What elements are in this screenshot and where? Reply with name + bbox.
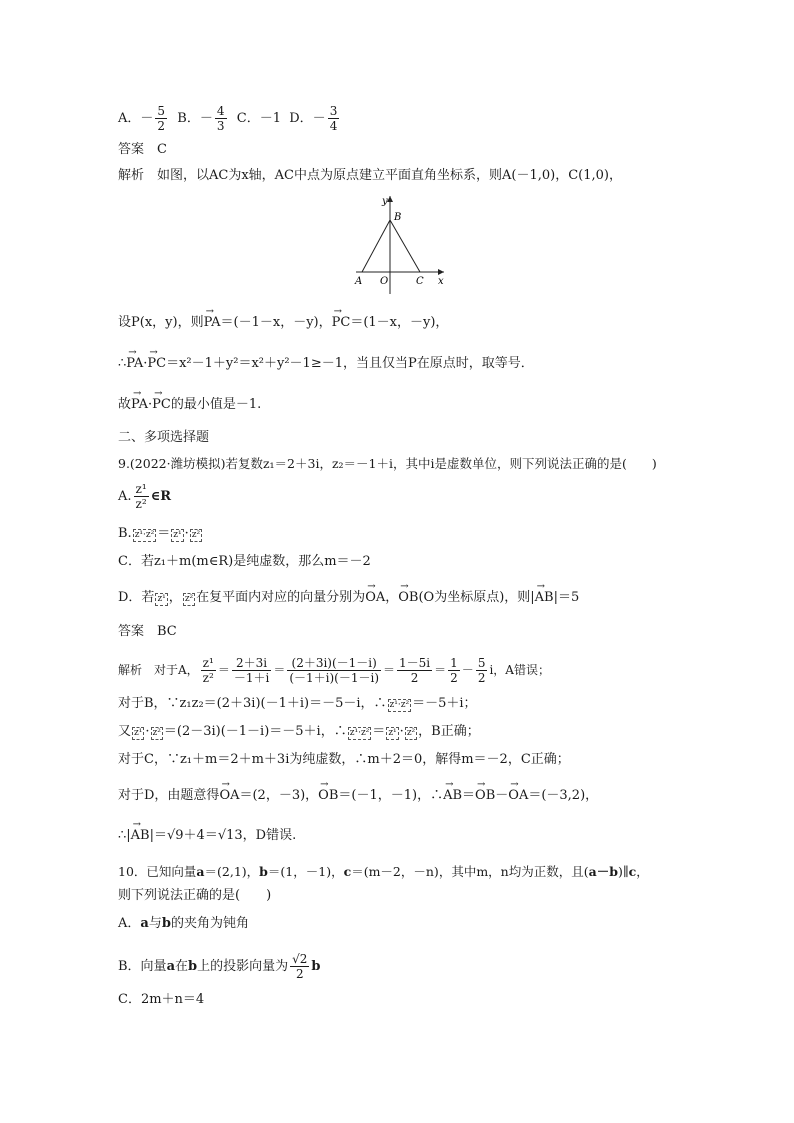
frac-num: 5: [477, 656, 486, 670]
conjugate-box: z²: [191, 530, 201, 540]
frac-den: 2: [157, 119, 166, 133]
figure-label-b: B: [394, 212, 402, 223]
text: D．若: [118, 590, 155, 605]
vector-c: c: [343, 864, 352, 879]
text: ＝(－1，－1)，∴: [338, 788, 444, 803]
text: ＝(m－2，－n)，其中m，n均为正数，且(: [351, 864, 589, 879]
text: ＝(2,1)，: [204, 864, 260, 879]
conjugate-box: z¹: [388, 728, 397, 738]
text: ＝(－3,2)，: [528, 788, 599, 803]
fraction: [476, 656, 488, 685]
vector-b: b: [188, 959, 198, 974]
text: ∈R: [150, 489, 172, 504]
text: 10．已知向量: [118, 864, 197, 879]
q10-option-c: C．2m＋n＝4: [118, 992, 205, 1007]
fraction: [134, 482, 149, 511]
text: 对于D，由题意得: [118, 788, 220, 803]
text: ＝(－1－x，－y)，: [220, 315, 332, 330]
vector-a-minus-b: a－b: [588, 864, 618, 879]
text: ＝x²－1＋y²＝x²＋y²－1≥－1，当且仅当P在原点时，取等号．: [166, 356, 534, 371]
text: ，B正确；: [418, 724, 480, 739]
frac-num: z¹: [202, 656, 214, 670]
q8-options: [118, 104, 341, 133]
frac-den: 2: [477, 671, 486, 685]
text: ＝(2－3i)(－1－i)＝－5＋i，∴: [163, 724, 347, 739]
frac-num: 1－5i: [399, 656, 431, 670]
conjugate-box: z¹: [173, 530, 182, 540]
q9-solution-d: [118, 786, 598, 806]
conjugate-box: z²: [184, 594, 194, 604]
frac-den: z²: [135, 497, 147, 511]
text: 在: [175, 959, 189, 974]
text: (O为坐标原点)，则|: [418, 590, 535, 605]
vector-b: b: [161, 916, 171, 931]
frac-num: (2＋3i)(－1－i): [287, 656, 381, 671]
q8-analysis: 解析 如图，以AC为x轴，AC中点为原点建立平面直角坐标系，则A(－1,0)，C(1,0)，: [118, 168, 622, 183]
text: 上的投影向量为: [197, 959, 289, 974]
fraction: [287, 656, 381, 685]
frac-den: 4: [329, 119, 338, 133]
frac-num: z¹: [135, 482, 147, 496]
q8-option-b-fraction: [215, 104, 227, 133]
text: ＝(1－x，－y)，: [350, 315, 449, 330]
conjugate-box: z¹·z²: [389, 700, 410, 710]
text: ＝: [462, 788, 476, 803]
figure-label-o: O: [380, 276, 389, 287]
fraction: [397, 656, 432, 685]
vector-oa: → OA: [365, 588, 385, 608]
conjugate-box: z²: [152, 728, 161, 738]
vector-ob: → OB: [398, 588, 418, 608]
fraction: [201, 656, 216, 685]
vector-b: b: [311, 959, 321, 974]
text: ，: [636, 864, 649, 879]
frac-num: 4: [216, 104, 225, 118]
vector-ob: → OB: [318, 786, 338, 806]
q8-line-1: [118, 313, 448, 333]
figure-label-c: C: [416, 276, 424, 287]
q10-stem-2: 则下列说法正确的是( ): [118, 888, 272, 903]
figure-label-y: y: [382, 196, 388, 207]
text: i，A错误；: [489, 663, 550, 677]
q8-line-3: [118, 395, 261, 415]
text: ＝(1，－1)，: [267, 864, 344, 879]
conjugate-box: z¹: [157, 594, 166, 604]
q9-answer: 答案 BC: [118, 624, 177, 639]
text: )∥: [617, 864, 629, 879]
text: 在复平面内对应的向量分别为: [196, 590, 366, 605]
q8-option-d-label: D．－: [289, 111, 326, 126]
q9-option-c: C．若z₁＋m(m∈R)是纯虚数，那么m＝－2: [118, 554, 371, 569]
vector-pc: → PC: [152, 395, 171, 415]
q8-answer: 答案 C: [118, 142, 167, 157]
text: B.: [118, 526, 132, 541]
text: 又: [118, 724, 132, 739]
q8-option-a-fraction: [155, 104, 167, 133]
triangle-figure: [352, 192, 452, 296]
vector-ab: → AB: [535, 588, 554, 608]
fraction: [448, 656, 460, 685]
frac-num: 2＋3i: [232, 656, 271, 671]
conjugate-box: z¹: [134, 728, 143, 738]
text: A.: [118, 489, 132, 504]
q9-option-d: [118, 588, 579, 608]
vector-oa: → OA: [219, 786, 239, 806]
q9-solution-d2: [118, 826, 296, 846]
conjugate-box: z¹·z²: [134, 530, 155, 540]
vector-pc: → PC: [332, 313, 351, 333]
q8-option-a-label: A．－: [118, 111, 154, 126]
vector-c: c: [628, 864, 637, 879]
q9-solution-a: 解析 对于A， $\frac{\text{z¹}}{\text{z²}}$ ＝ $\frac{2+3i}{-1+i}$ ＝ $\frac{(2+3i)(-1-i)}{(-1+i)(-1-i)}$ ＝ $\frac{1-5i}{2}$ ＝ $\frac{1}{2}$ － $\frac{5}{2}$ i，A错误；: [118, 656, 550, 685]
conjugate-box: z¹·z²: [349, 728, 370, 738]
q8-option-c: C．－1: [236, 111, 281, 126]
vector-pa: → PA: [131, 395, 148, 415]
frac-den: (－1＋i)(－1－i): [289, 671, 380, 685]
fraction: [290, 952, 309, 981]
text: ·: [399, 724, 404, 739]
vector-pc: → PC: [147, 354, 166, 374]
vector-b: b: [259, 864, 268, 879]
text: ，: [385, 590, 399, 605]
q8-option-d-fraction: [328, 104, 340, 133]
vector-ab: → AB: [131, 826, 150, 846]
text: ＝: [157, 526, 171, 541]
vector-ab: → AB: [443, 786, 462, 806]
text: ·: [184, 526, 189, 541]
vector-ob: → OB: [475, 786, 495, 806]
vector-a: a: [196, 864, 205, 879]
conjugate-box: z²: [406, 728, 416, 738]
text: ∴|: [118, 828, 131, 843]
text: ＝－5＋i；: [412, 696, 477, 711]
frac-den: 2: [450, 671, 458, 685]
q8-option-b-label: B．－: [177, 111, 213, 126]
figure-label-x: x: [438, 276, 444, 287]
q9-solution-c: 对于C，∵z₁＋m＝2＋m＋3i为纯虚数，∴m＋2＝0，解得m＝－2，C正确；: [118, 752, 570, 767]
text: |＝√9＋4＝√13，D错误.: [149, 828, 297, 843]
text: ·: [143, 356, 148, 371]
frac-num: 5: [157, 104, 166, 118]
text: 解析 对于A，: [118, 663, 199, 677]
q10-stem-1: [118, 862, 649, 882]
text: |＝5: [553, 590, 580, 605]
text: 的最小值是－1.: [170, 397, 262, 412]
text: A．: [118, 916, 141, 931]
vector-pa: → PA: [204, 313, 221, 333]
frac-num: 1: [450, 656, 458, 670]
q9-solution-b: [118, 694, 477, 714]
q9-solution-b2: [118, 722, 480, 742]
text: ，: [168, 590, 182, 605]
q9-option-b: [118, 524, 203, 544]
q10-option-a: [118, 914, 249, 934]
frac-num: 3: [329, 104, 338, 118]
text: ·: [145, 724, 150, 739]
text: ＝: [372, 724, 386, 739]
text: －: [495, 788, 509, 803]
frac-den: z²: [202, 671, 214, 685]
frac-den: 3: [216, 119, 225, 133]
frac-den: 2: [295, 967, 304, 981]
text: 与: [148, 916, 162, 931]
q8-line-2: [118, 354, 534, 374]
figure-label-a: A: [355, 276, 363, 287]
text: 故: [118, 397, 132, 412]
vector-a: a: [140, 916, 149, 931]
q9-option-a: [118, 482, 171, 511]
frac-num: √2: [292, 952, 308, 966]
text: ·: [147, 397, 153, 412]
text: 设P(x，y)，则: [118, 315, 204, 330]
vector-oa: → OA: [508, 786, 528, 806]
text: 对于B，∵z₁z₂＝(2＋3i)(－1＋i)＝－5－i，∴: [118, 696, 387, 711]
text: B．向量: [118, 959, 167, 974]
q9-stem: 9.(2022·潍坊模拟)若复数z₁＝2＋3i，z₂＝－1＋i，其中i是虚数单位，则下列说法正确的是( ): [118, 456, 657, 471]
text: 的夹角为钝角: [170, 916, 249, 931]
vector-pa: → PA: [126, 354, 143, 374]
text: ＝(2，－3)，: [239, 788, 319, 803]
section-heading: 二、多项选择题: [118, 430, 210, 445]
frac-den: －1＋i: [233, 671, 270, 685]
vector-a: a: [166, 959, 175, 974]
q10-option-b: [118, 952, 321, 981]
text: ∴: [118, 356, 127, 371]
fraction: [232, 656, 271, 685]
frac-den: 2: [410, 671, 419, 685]
